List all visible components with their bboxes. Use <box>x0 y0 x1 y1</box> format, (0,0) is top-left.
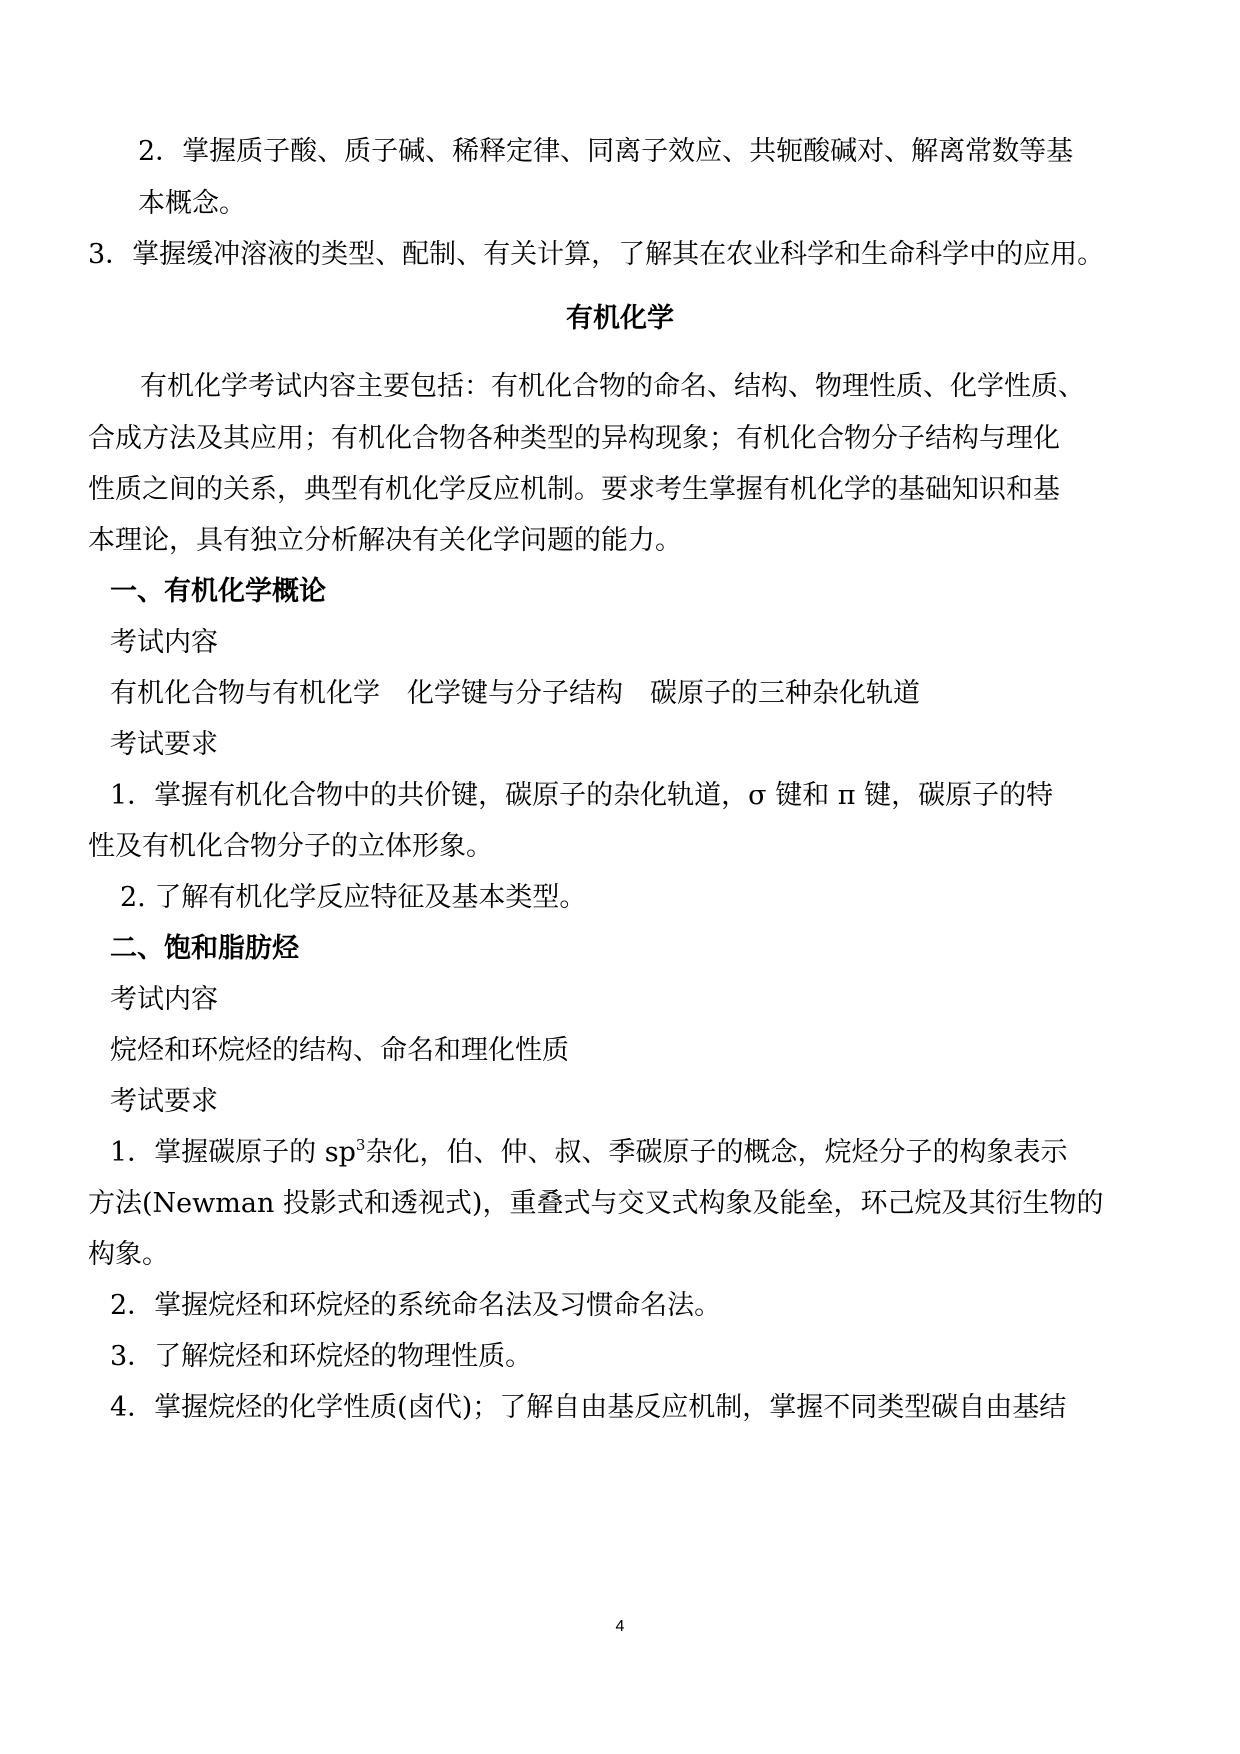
req-1-line-1: 1．掌握有机化合物中的共价键，碳原子的杂化轨道，σ 键和 π 键，碳原子的特 <box>110 780 1054 811</box>
intro-line-3: 性质之间的关系，典型有机化学反应机制。要求考生掌握有机化学的基础知识和基 <box>88 474 1060 505</box>
item-2-line-2: 本概念。 <box>138 188 246 219</box>
req-s2-2-line: 2．掌握烷烃和环烷烃的系统命名法及习惯命名法。 <box>110 1290 722 1321</box>
section-title: 有机化学 <box>566 303 674 334</box>
req-s2-1-text-b: 杂化，伯、仲、叔、季碳原子的概念，烷烃分子的构象表示 <box>365 1137 1068 1168</box>
superscript-3: 3 <box>355 1136 366 1154</box>
req-s2-1-text-a: 1．掌握碳原子的 sp <box>110 1137 356 1168</box>
req-s2-1-line-3: 构象。 <box>88 1239 169 1270</box>
item-3-line: 3．掌握缓冲溶液的类型、配制、有关计算，了解其在农业科学和生命科学中的应用。 <box>88 239 1105 270</box>
exam-requirement-label: 考试要求 <box>110 729 218 760</box>
req-s2-1-line-2: 方法(Newman 投影式和透视式)，重叠式与交叉式构象及能垒，环己烷及其衍生物的 <box>88 1188 1104 1219</box>
exam-content-text: 有机化合物与有机化学 化学键与分子结构 碳原子的三种杂化轨道 <box>110 678 920 709</box>
intro-line-1: 有机化学考试内容主要包括：有机化合物的命名、结构、物理性质、化学性质、 <box>140 371 1085 402</box>
heading-2: 二、饱和脂肪烃 <box>110 933 299 964</box>
req-s2-4-line: 4．掌握烷烃的化学性质(卤代)；了解自由基反应机制，掌握不同类型碳自由基结 <box>110 1392 1067 1423</box>
page-number: 4 <box>615 1618 625 1635</box>
item-2-line-1: 2．掌握质子酸、质子碱、稀释定律、同离子效应、共轭酸碱对、解离常数等基 <box>138 136 1074 167</box>
exam-content-label: 考试内容 <box>110 627 218 658</box>
req-s2-1-line-1 <box>110 1136 1067 1170</box>
intro-line-2: 合成方法及其应用；有机化合物各种类型的异构现象；有机化合物分子结构与理化 <box>88 423 1060 454</box>
req-1-line-2: 性及有机化合物分子的立体形象。 <box>88 831 493 862</box>
exam-content-label-2: 考试内容 <box>110 984 218 1015</box>
req-s2-3-line: 3．了解烷烃和环烷烃的物理性质。 <box>110 1341 533 1372</box>
req-2-line: 2. 了解有机化学反应特征及基本类型。 <box>120 882 587 913</box>
heading-1: 一、有机化学概论 <box>110 576 326 607</box>
exam-content-text-2: 烷烃和环烷烃的结构、命名和理化性质 <box>110 1035 569 1066</box>
exam-requirement-label-2: 考试要求 <box>110 1086 218 1117</box>
intro-line-4: 本理论，具有独立分析解决有关化学问题的能力。 <box>88 525 682 556</box>
